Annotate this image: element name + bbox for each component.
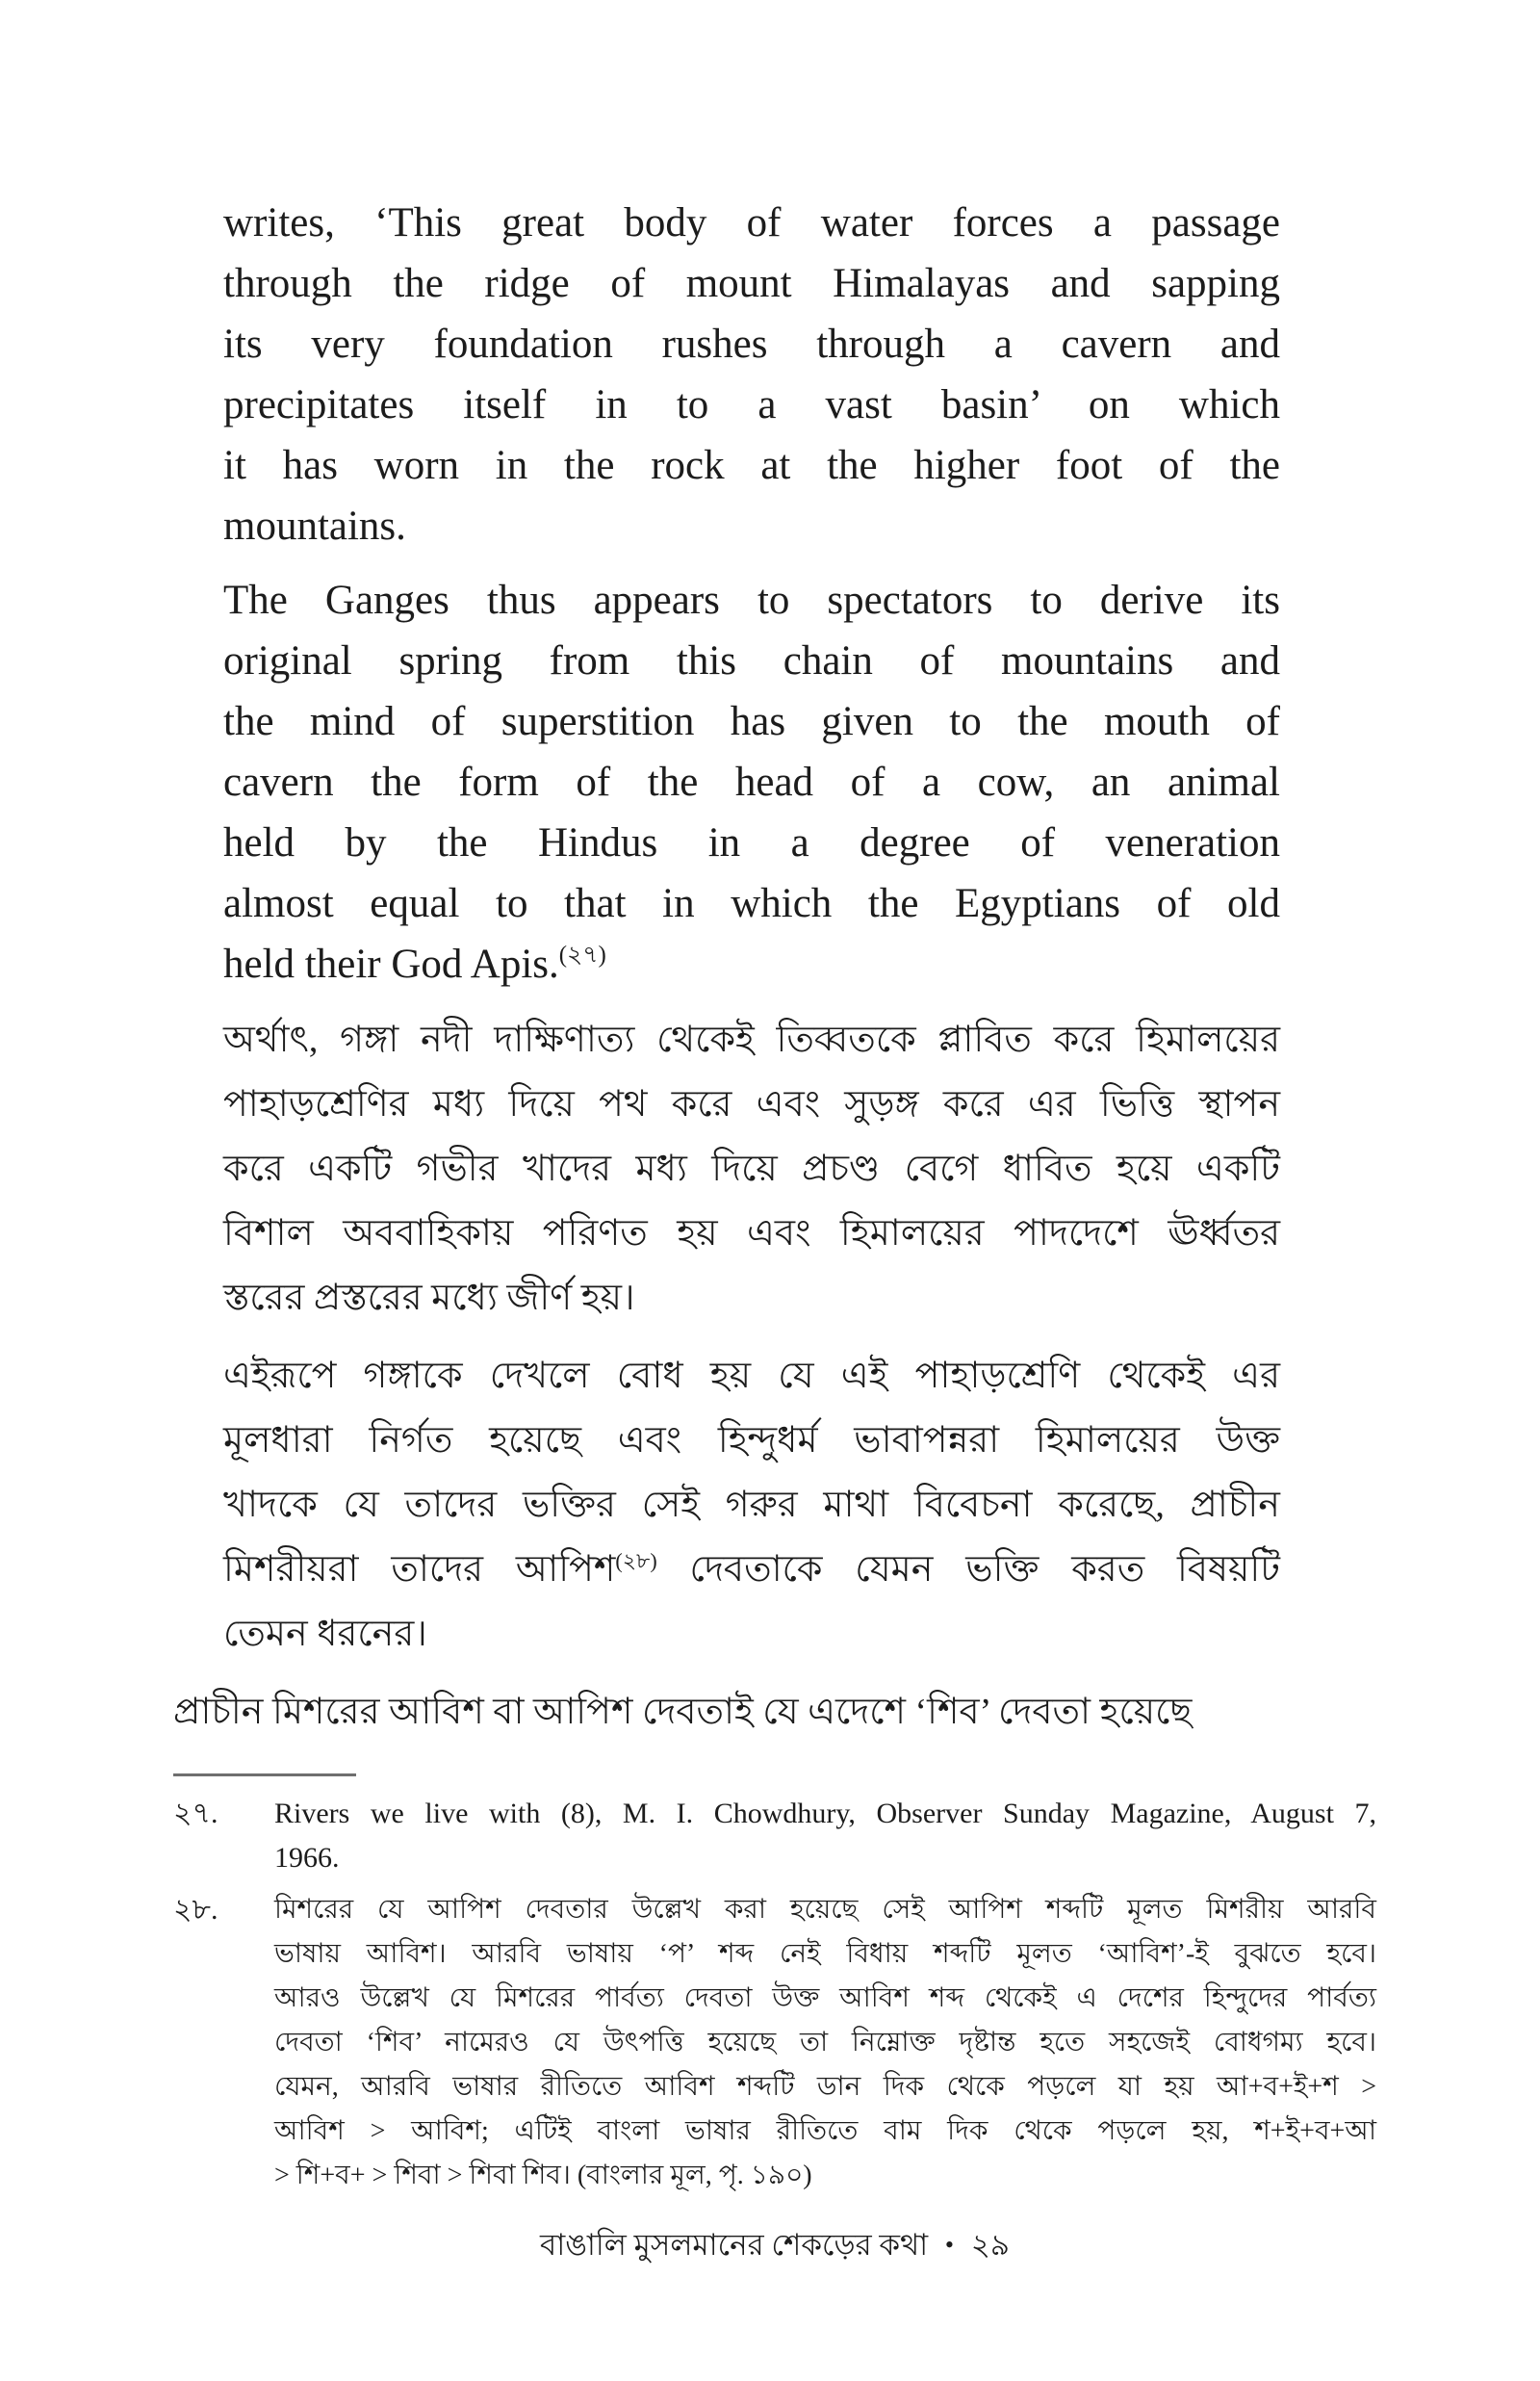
text-segment: দেবতাকে যেমন ভক্তি করত বিষয়টি xyxy=(656,1549,1280,1590)
page-footer xyxy=(173,2223,1376,2266)
footnote-number: ২৮. xyxy=(173,1894,218,1926)
footer-separator-dot: • xyxy=(944,2231,955,2259)
text-segment: held their God Apis. xyxy=(223,942,559,987)
footnotes-section xyxy=(173,1792,1376,2198)
text-line: almost equal to that in which the Egyptians of old xyxy=(223,881,1280,926)
text-line: দেবতা ‘শিব’ নামেরও যে উৎপত্তি হয়েছে তা নিম্নোক্ত দৃষ্টান্ত হতে সহজেই বোধগম্য হবে। xyxy=(274,2028,1376,2057)
text-line: original spring from this chain of mountains and xyxy=(223,638,1280,684)
text-line: precipitates itself in to a vast basin’ on which xyxy=(223,382,1280,427)
page-body xyxy=(173,193,1376,1745)
text-line: 1966. xyxy=(274,1842,340,1874)
text-line: পাহাড়শ্রেণির মধ্য দিয়ে পথ করে এবং সুড়ঙ্গ করে এর ভিত্তি স্থাপন xyxy=(223,1084,1280,1125)
text-line: মিশরের যে আপিশ দেবতার উল্লেখ করা হয়েছে সেই আপিশ শব্দটি মূলত মিশরীয় আরবি xyxy=(274,1895,1376,1925)
text-line: অর্থাৎ, গঙ্গা নদী দাক্ষিণাত্য থেকেই তিব্বতকে প্লাবিত করে হিমালয়ের xyxy=(223,1020,1280,1060)
text-line: The Ganges thus appears to spectators to derive its xyxy=(223,578,1280,623)
text-line: স্তরের প্রস্তরের মধ্যে জীর্ণ হয়। xyxy=(223,1278,635,1318)
text-line: করে একটি গভীর খাদের মধ্য দিয়ে প্রচণ্ড বেগে ধাবিত হয়ে একটি xyxy=(223,1149,1280,1189)
text-line: it has worn in the rock at the higher foot of the xyxy=(223,443,1280,488)
text-line: আরও উল্লেখ যে মিশরের পার্বত্য দেবতা উক্ত আবিশ শব্দ থেকেই এ দেশের হিন্দুদের পার্বত্য xyxy=(274,1983,1376,2013)
footnote-text xyxy=(274,1792,1376,1880)
text-line: Rivers we live with (8), M. I. Chowdhury, Observer Sunday Magazine, August 7, xyxy=(274,1798,1376,1829)
text-line: its very foundation rushes through a cavern and xyxy=(223,322,1280,367)
text-line: যেমন, আরবি ভাষার রীতিতে আবিশ শব্দটি ডান দিক থেকে পড়লে যা হয় আ+ব+ই+শ > xyxy=(274,2072,1376,2102)
text-line: writes, ‘This great body of water forces a passage xyxy=(223,200,1280,246)
text-line: এইরূপে গঙ্গাকে দেখলে বোধ হয় যে এই পাহাড়শ্রেণি থেকেই এর xyxy=(223,1356,1280,1396)
footnote-reference: (২৭) xyxy=(558,942,606,969)
text-line: cavern the form of the head of a cow, an animal xyxy=(223,760,1280,805)
footnote-number: ২৭. xyxy=(173,1798,218,1829)
footnote-item xyxy=(173,1792,1376,1880)
text-line xyxy=(223,934,1280,995)
text-line: আবিশ > আবিশ; এটিই বাংলা ভাষার রীতিতে বাম দিক থেকে পড়লে হয়, শ+ই+ব+আ xyxy=(274,2116,1376,2146)
text-line: প্রাচীন মিশরের আবিশ বা আপিশ দেবতাই যে এদেশে ‘শিব’ দেবতা হয়েছে xyxy=(173,1692,1193,1732)
paragraphs-container xyxy=(173,193,1376,1745)
text-line: > শি+ব+ > শিবা > শিবা শিব। (বাংলার মূল, পৃ. ১৯০) xyxy=(274,2161,812,2190)
bengali-closing-paragraph xyxy=(173,1680,1280,1745)
footnote-reference: (২৮) xyxy=(615,1548,657,1573)
bengali-paragraph-1 xyxy=(223,1008,1280,1331)
text-line xyxy=(223,1538,1280,1602)
footnote-item xyxy=(173,1888,1376,2198)
footnote-text xyxy=(274,1888,1376,2198)
footnote-separator xyxy=(173,1773,356,1776)
bengali-paragraph-2 xyxy=(223,1344,1280,1667)
text-line: mountains. xyxy=(223,504,406,549)
text-line: খাদকে যে তাদের ভক্তির সেই গরুর মাথা বিবেচনা করেছে, প্রাচীন xyxy=(223,1485,1280,1525)
text-line: ভাষায় আবিশ। আরবি ভাষায় ‘প’ শব্দ নেই বিধায় শব্দটি মূলত ‘আবিশ’-ই বুঝতে হবে। xyxy=(274,1939,1376,1969)
page-number: ২৯ xyxy=(970,2228,1011,2262)
text-line: তেমন ধরনের। xyxy=(223,1614,427,1654)
text-line: through the ridge of mount Himalayas and sapping xyxy=(223,261,1280,306)
text-segment: মিশরীয়রা তাদের আপিশ xyxy=(223,1549,616,1590)
text-line: মূলধারা নির্গত হয়েছে এবং হিন্দুধর্ম ভাবাপন্নরা হিমালয়ের উক্ত xyxy=(223,1420,1280,1461)
text-line: বিশাল অববাহিকায় পরিণত হয় এবং হিমালয়ের পাদদেশে ঊর্ধ্বতর xyxy=(223,1213,1280,1254)
text-line: the mind of superstition has given to the mouth of xyxy=(223,699,1280,744)
english-quote-paragraph-2 xyxy=(223,570,1280,995)
running-title: বাঙালি মুসলমানের শেকড়ের কথা xyxy=(539,2228,929,2262)
text-line: held by the Hindus in a degree of veneration xyxy=(223,820,1280,866)
english-quote-paragraph-1 xyxy=(223,193,1280,556)
